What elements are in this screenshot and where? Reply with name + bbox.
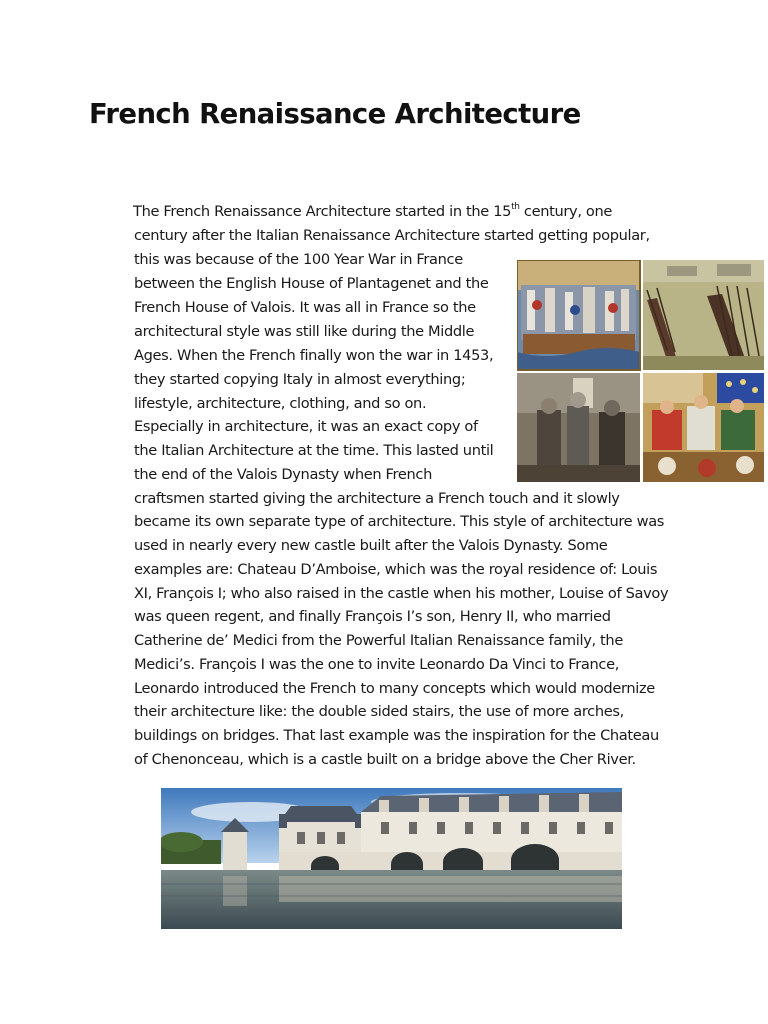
text-line: lifestyle, architecture, clothing, and so on. <box>134 395 427 412</box>
text-line: French House of Valois. It was all in France so the <box>134 299 476 316</box>
text-line: this was because of the 100 Year War in France <box>134 251 463 268</box>
text-line: used in nearly every new castle built after the Valois Dynasty. Some <box>134 537 608 554</box>
text-line: Catherine de’ Medici from the Powerful Italian Renaissance family, the <box>134 632 623 649</box>
text-line: Medici’s. François I was the one to invite Leonardo Da Vinci to France, <box>134 656 619 673</box>
archers-battle-painting <box>643 260 764 370</box>
text-line: century after the Italian Renaissance Architecture started getting popular, <box>134 227 650 244</box>
text-line: the Italian Architecture at the time. This lasted until <box>134 442 494 459</box>
knights-battle-painting <box>517 373 640 482</box>
page-title: French Renaissance Architecture <box>89 98 581 130</box>
text-line: became its own separate type of architecture. This style of architecture was <box>134 513 665 530</box>
text-line: architectural style was still like during the Middle <box>134 323 475 340</box>
naval-battle-painting <box>517 260 640 370</box>
text-line: between the English House of Plantagenet and the <box>134 275 489 292</box>
text-line: XI, François I; who also raised in the castle when his mother, Louise of Savoy <box>134 585 669 602</box>
text-line: buildings on bridges. That last example was the inspiration for the Chateau <box>134 727 659 744</box>
text-line: the end of the Valois Dynasty when French <box>134 466 432 483</box>
text-line: they started copying Italy in almost everything; <box>134 371 466 388</box>
text-line: craftsmen started giving the architecture a French touch and it slowly <box>134 490 620 507</box>
war-collage-image <box>517 260 764 482</box>
chateau-chenonceau-photo <box>161 788 622 929</box>
text-line: Especially in architecture, it was an exact copy of <box>134 418 478 435</box>
text-line: examples are: Chateau D’Amboise, which was the royal residence of: Louis <box>134 561 658 578</box>
text-line: Leonardo introduced the French to many concepts which would modernize <box>134 680 655 697</box>
text-line: Ages. When the French finally won the war in 1453, <box>134 347 494 364</box>
text-line: was queen regent, and finally François I’s son, Henry II, who married <box>134 608 611 625</box>
text-line: of Chenonceau, which is a castle built on a bridge above the Cher River. <box>134 751 636 768</box>
text-line: their architecture like: the double sided stairs, the use of more arches, <box>134 703 624 720</box>
manuscript-battle-painting <box>643 373 764 482</box>
text-line: The French Renaissance Architecture started in the 15th century, one <box>133 202 613 220</box>
